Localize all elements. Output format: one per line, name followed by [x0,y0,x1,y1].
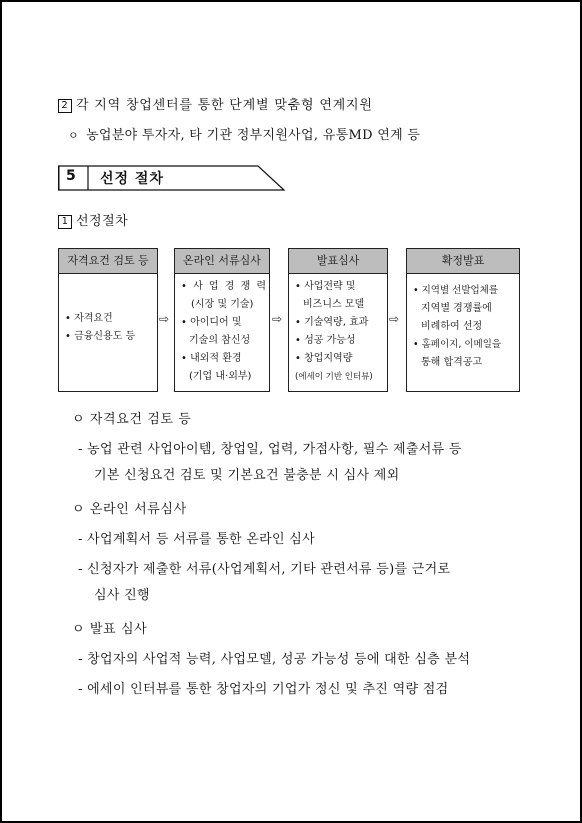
flow-item: • 자격요건 [65,313,113,324]
circle-bullet: ㅇ [68,129,79,142]
flow-item: (시장 및 기술) [191,299,254,310]
flow-item: • 내외적 환경 [181,353,242,364]
subsection-number-box: 1 [58,215,72,229]
flow-step-eligibility [58,248,158,392]
flow-step-body [407,274,519,372]
flow-item: • 홈페이지, 이메일을 [413,339,502,350]
flow-item: • 사 업 경 쟁 력 [181,281,268,292]
subsection-heading [58,210,128,229]
criteria-line: - 농업 관련 사업아이템, 창업일, 업력, 가점사항, 필수 제출서류 등 [78,442,462,457]
flow-step-header: 발표심사 [289,249,387,274]
flow-item: 비례하여 선정 [421,321,483,332]
support-detail [68,124,420,143]
criteria-heading-document: ㅇ 온라인 서류심사 [72,502,187,517]
criteria-line: 심사 진행 [94,588,150,603]
section-header-frame [58,164,288,192]
criteria-line: - 창업자의 사업적 능력, 사업모델, 성공 가능성 등에 대한 심층 분석 [78,652,471,667]
flow-item: • 성공 가능성 [295,335,356,346]
criteria-heading-eligibility: ㅇ 자격요건 검토 등 [72,412,192,427]
flow-step-header: 자격요건 검토 등 [59,249,157,274]
flow-item: • 창업지역량 [295,353,353,364]
section-header [58,164,288,192]
criteria-line: - 신청자가 제출한 서류(사업계획서, 기타 관련서류 등)를 근거로 [78,562,451,577]
flow-step-header: 온라인 서류심사 [175,249,269,274]
criteria-line: - 에세이 인터뷰를 통한 창업자의 기업가 정신 및 추진 역량 점검 [78,682,449,697]
support-heading [58,94,373,113]
flow-item: • 사업전략 및 [295,281,356,292]
flow-step-header: 확정발표 [407,249,519,274]
support-detail-text: 농업분야 투자자, 타 기관 정부지원사업, 유통MD 연계 등 [86,128,421,143]
flow-step-presentation [288,248,388,392]
item-number-box: 2 [58,99,72,113]
flow-item: 지역별 경쟁률에 [421,303,492,314]
arrow-right-icon: ⇨ [159,312,170,326]
flow-item: (기업 내·외부) [189,371,252,382]
criteria-heading-presentation: ㅇ 발표 심사 [72,622,148,637]
criteria-line: - 사업계획서 등 서류를 통한 온라인 심사 [78,532,316,547]
flow-step-body [59,274,157,346]
support-title: 각 지역 창업센터를 통한 단계별 맞춤형 연계지원 [76,98,373,113]
flow-item: 비즈니스 모델 [303,299,365,310]
section-title: 선정 절차 [100,171,164,187]
flow-step-final-announcement [406,248,520,392]
flow-step-body [289,274,387,386]
section-number: 5 [66,168,76,184]
flow-step-body [175,274,269,386]
flow-item: • 지역별 선발업체를 [413,285,499,296]
arrow-right-icon: ⇨ [389,312,400,326]
flow-item: • 아이디어 및 [181,317,242,328]
flow-item: 기술의 참신성 [189,335,251,346]
subsection-title: 선정절차 [76,214,129,229]
flow-item: (에세이 기반 인터뷰) [295,372,373,382]
flow-step-document-review [174,248,270,392]
flow-item: 통해 합격공고 [421,357,483,368]
flow-item: • 금융신용도 등 [65,331,136,342]
arrow-right-icon: ⇨ [272,312,283,326]
flow-item: • 기술역량, 효과 [295,317,369,328]
criteria-line: 기본 신청요건 검토 및 기본요건 불충분 시 심사 제외 [94,468,400,483]
